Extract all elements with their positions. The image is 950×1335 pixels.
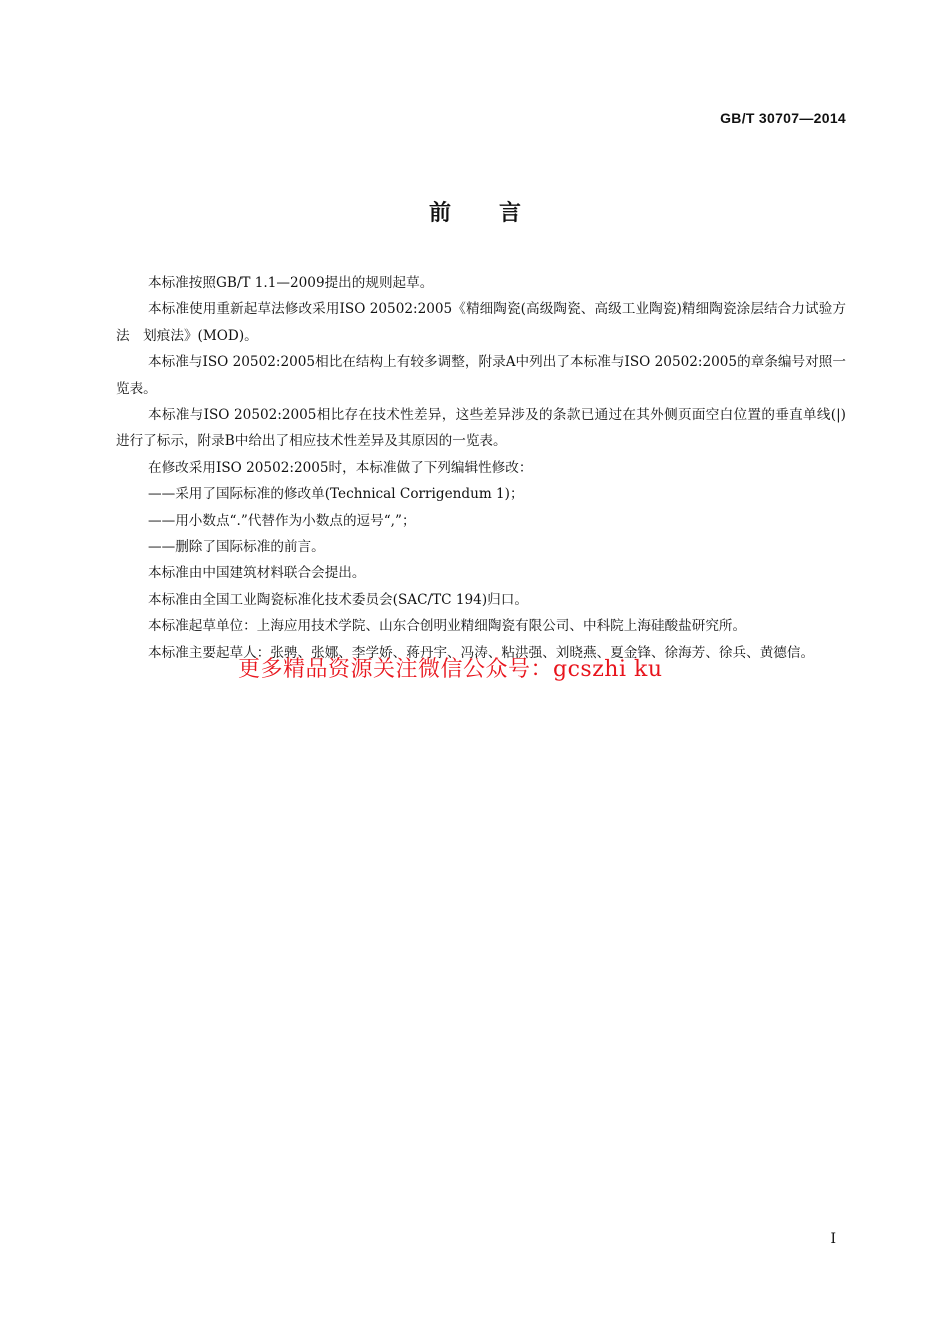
list-item: ——删除了国际标准的前言。 (148, 539, 325, 556)
paragraph-drafters: 本标准主要起草人：张骋、张娜、李学娇、蒋丹宇、冯涛、粘洪强、刘晓燕、夏金锋、徐海芳、徐兵、黄德信。 (148, 644, 815, 661)
paragraph-structure: 本标准与ISO 20502:2005相比在结构上有较多调整，附录A中列出了本标准与ISO 20502:2005的章条编号对照一览表。 (116, 354, 846, 397)
promo-watermark-text: 更多精品资源关注微信公众号：gcszhi ku (238, 657, 663, 682)
paragraph-committee: 本标准由全国工业陶瓷标准化技术委员会(SAC/TC 194)归口。 (148, 591, 528, 608)
page-number: I (830, 1231, 836, 1247)
paragraph-technical-differences: 本标准与ISO 20502:2005相比存在技术性差异，这些差异涉及的条款已通过在其外侧页面空白位置的垂直单线(|)进行了标示，附录B中给出了相应技术性差异及其原因的一览表。 (116, 407, 846, 450)
paragraph-drafting-rules: 本标准按照GB/T 1.1—2009提出的规则起草。 (148, 275, 434, 291)
page-title: 前言 (428, 201, 569, 226)
standard-code: GB/T 30707—2014 (720, 110, 846, 126)
foreword-body (116, 270, 846, 666)
list-item: ——采用了国际标准的修改单(Technical Corrigendum 1)； (148, 486, 524, 503)
paragraph-drafting-units: 本标准起草单位：上海应用技术学院、山东合创明业精细陶瓷有限公司、中科院上海硅酸盐研究所。 (148, 618, 747, 635)
list-item: ——用小数点“.”代替作为小数点的逗号“,”； (148, 512, 416, 529)
paragraph-editorial-intro: 在修改采用ISO 20502:2005时，本标准做了下列编辑性修改： (148, 459, 533, 476)
paragraph-adoption: 本标准使用重新起草法修改采用ISO 20502:2005《精细陶瓷(高级陶瓷、高级工业陶瓷)精细陶瓷涂层结合力试验方法 划痕法》(MOD)。 (116, 301, 846, 344)
paragraph-proposer: 本标准由中国建筑材料联合会提出。 (148, 565, 366, 582)
